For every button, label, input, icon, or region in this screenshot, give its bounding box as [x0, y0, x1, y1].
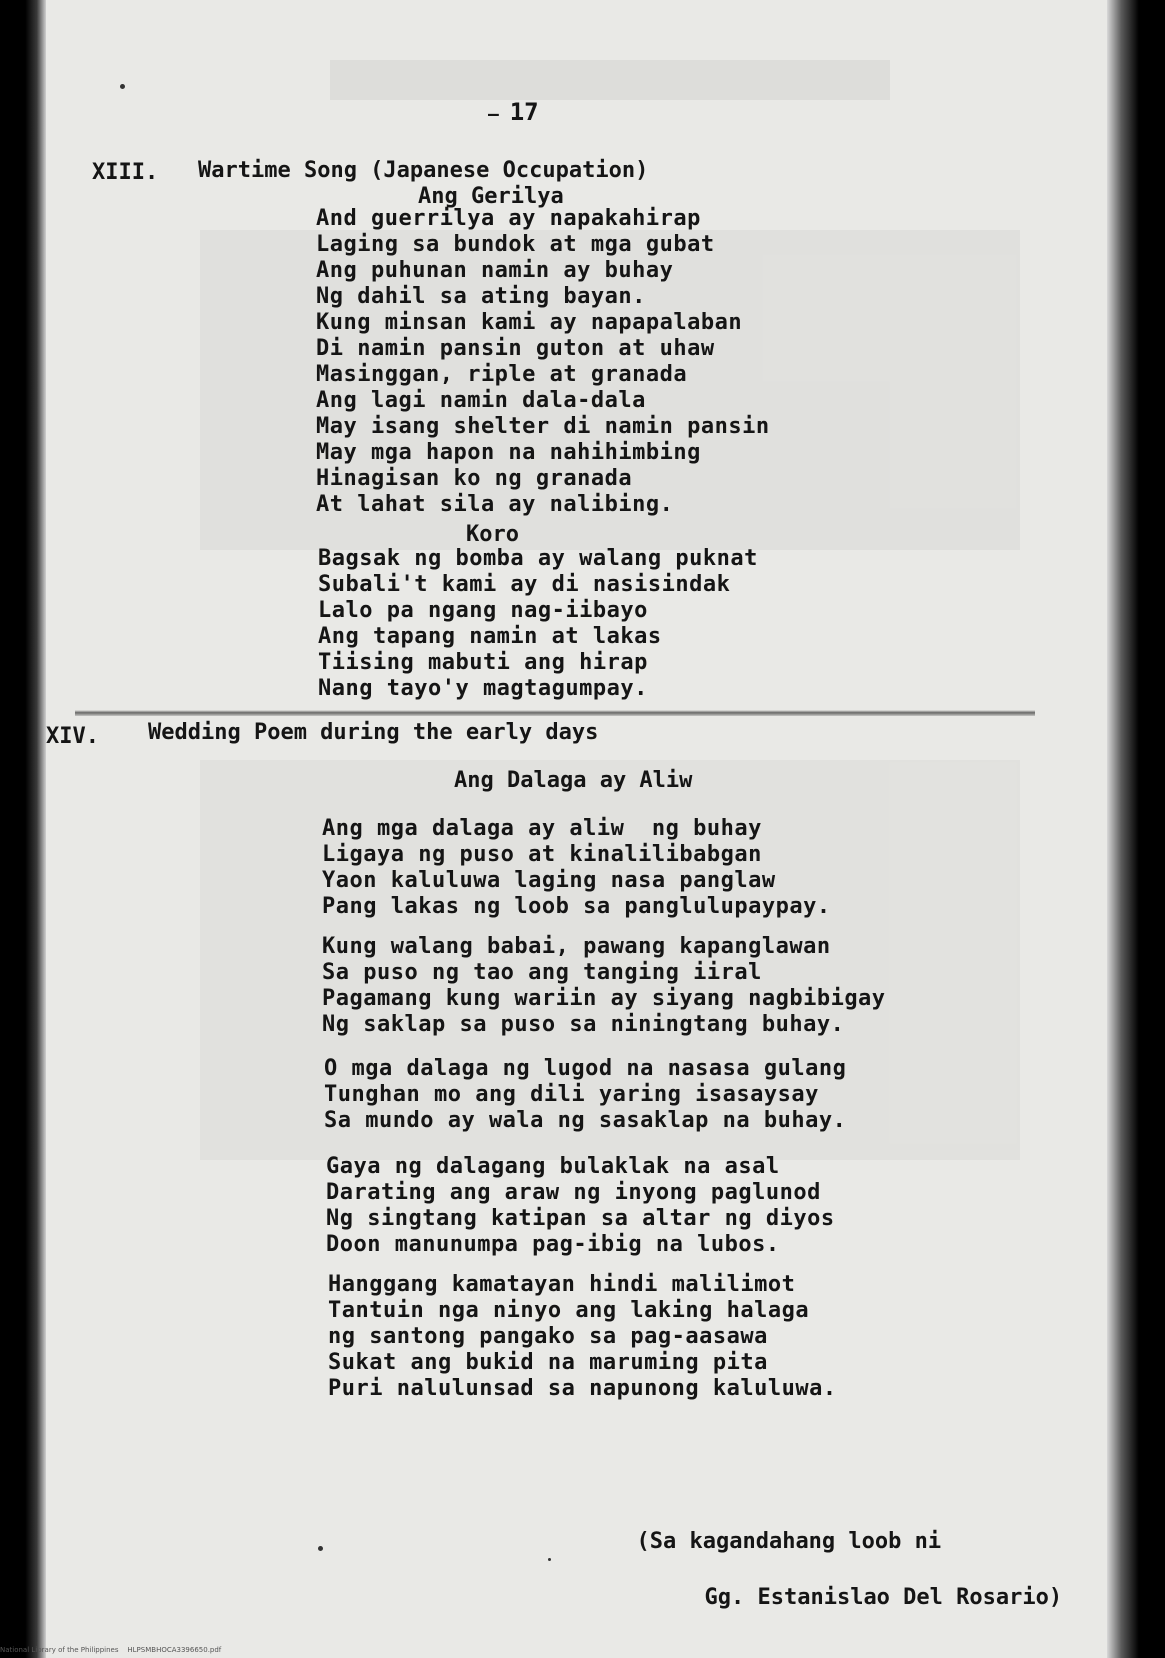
page-number-dash: — — [488, 104, 510, 125]
section-14-title: Ang Dalaga ay Aliw — [454, 768, 693, 793]
dalaga-stanza-1 — [322, 816, 831, 920]
library-footer: National Library of the Philippines HLPSMBHOCA3396650.pdf — [0, 1646, 222, 1654]
verse-line: May mga hapon na nahihimbing — [316, 440, 701, 465]
poem-line: Kung walang babai, pawang kapanglawan — [322, 934, 831, 959]
scan-right-border — [1107, 0, 1165, 1658]
poem-line: Ang mga dalaga ay aliw ng buhay — [322, 816, 762, 841]
poem-line: Pang lakas ng loob sa panglulupaypay. — [322, 894, 831, 919]
page-number-value: 17 — [509, 98, 539, 126]
ink-speck — [548, 1558, 551, 1561]
attribution-line-2: Gg. Estanislao Del Rosario) — [704, 1585, 1063, 1610]
poem-line: Sa puso ng tao ang tanging iiral — [322, 960, 762, 985]
gerilya-verse — [316, 206, 770, 518]
poem-line: O mga dalaga ng lugod na nasasa gulang — [324, 1056, 847, 1081]
poem-line: Hanggang kamatayan hindi malilimot — [328, 1272, 796, 1297]
verse-line: Di namin pansin guton at uhaw — [316, 336, 715, 361]
poem-line: Doon manunumpa pag-ibig na lubos. — [326, 1232, 780, 1257]
gerilya-chorus — [318, 546, 758, 702]
paper-fold-line — [75, 710, 1035, 716]
section-14-numeral: XIV. — [46, 724, 99, 749]
poem-line: Darating ang araw ng inyong paglunod — [326, 1180, 821, 1205]
chorus-line: Ang tapang namin at lakas — [318, 624, 662, 649]
section-14-heading: Wedding Poem during the early days — [148, 720, 599, 745]
chorus-line: Tiising mabuti ang hirap — [318, 650, 648, 675]
dalaga-stanza-4 — [326, 1154, 835, 1258]
verse-line: Ng dahil sa ating bayan. — [316, 284, 646, 309]
section-13-heading: Wartime Song (Japanese Occupation) — [198, 158, 649, 183]
poem-line: Pagamang kung wariin ay siyang nagbibigay — [322, 986, 886, 1011]
verse-line: Ang lagi namin dala-dala — [316, 388, 646, 413]
poem-line: Yaon kaluluwa laging nasa panglaw — [322, 868, 776, 893]
verse-line: Laging sa bundok at mga gubat — [316, 232, 715, 257]
attribution-line-1: (Sa kagandahang loob ni — [636, 1529, 942, 1554]
poem-line: Ng saklap sa puso sa niningtang buhay. — [322, 1012, 845, 1037]
poem-line: Ligaya ng puso at kinalilibabgan — [322, 842, 762, 867]
chorus-line: Bagsak ng bomba ay walang puknat — [318, 546, 758, 571]
attribution — [610, 1500, 1062, 1612]
chorus-line: Lalo pa ngang nag-iibayo — [318, 598, 648, 623]
poem-line: ng santong pangako sa pag-aasawa — [328, 1324, 768, 1349]
poem-line: Tunghan mo ang dili yaring isasaysay — [324, 1082, 819, 1107]
verse-line: May isang shelter di namin pansin — [316, 414, 770, 439]
ink-speck — [318, 1546, 323, 1551]
verse-line: Masinggan, riple at granada — [316, 362, 688, 387]
poem-line: Puri nalulunsad sa napunong kaluluwa. — [328, 1376, 837, 1401]
section-13-numeral: XIII. — [92, 160, 159, 185]
bleed-through-shadow — [330, 60, 890, 100]
verse-line: Ang puhunan namin ay buhay — [316, 258, 674, 283]
page-number — [488, 98, 539, 126]
poem-line: Gaya ng dalagang bulaklak na asal — [326, 1154, 780, 1179]
section-13-title: Ang Gerilya — [418, 184, 564, 209]
chorus-line: Subali't kami ay di nasisindak — [318, 572, 731, 597]
verse-line: At lahat sila ay nalibing. — [316, 492, 674, 517]
verse-line: And guerrilya ay napakahirap — [316, 206, 701, 231]
dalaga-stanza-5 — [328, 1272, 837, 1402]
poem-line: Ng singtang katipan sa altar ng diyos — [326, 1206, 835, 1231]
poem-line: Tantuin nga ninyo ang laking halaga — [328, 1298, 810, 1323]
poem-line: Sa mundo ay wala ng sasaklap na buhay. — [324, 1108, 847, 1133]
dalaga-stanza-2 — [322, 934, 886, 1038]
chorus-line: Nang tayo'y magtagumpay. — [318, 676, 648, 701]
dalaga-stanza-3 — [324, 1056, 846, 1134]
scan-left-border — [0, 0, 46, 1658]
verse-line: Hinagisan ko ng granada — [316, 466, 633, 491]
chorus-title: Koro — [466, 522, 519, 547]
ink-speck — [120, 84, 125, 89]
poem-line: Sukat ang bukid na maruming pita — [328, 1350, 768, 1375]
verse-line: Kung minsan kami ay napapalaban — [316, 310, 743, 335]
